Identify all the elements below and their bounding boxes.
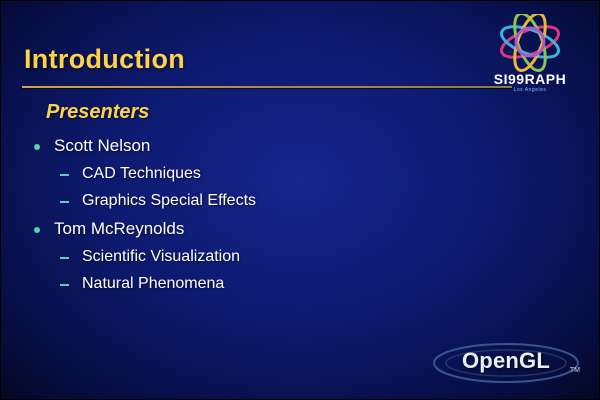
opengl-trademark: TM (569, 367, 580, 374)
bullet-list (30, 136, 550, 302)
bullet-dash-icon (60, 174, 69, 176)
list-item (30, 136, 550, 156)
slide-subtitle: Presenters (46, 101, 150, 123)
page-title: Introduction (24, 44, 186, 74)
bullet-group (30, 136, 550, 210)
list-item-label: Scott Nelson (54, 136, 151, 155)
title-divider (22, 86, 512, 88)
siggraph-wordmark: SI99RAPH (493, 71, 567, 87)
list-item (30, 219, 550, 239)
bullet-dash-icon (60, 284, 69, 286)
list-item (30, 165, 550, 183)
list-item (30, 275, 550, 293)
opengl-wordmark: OpenGL (462, 348, 550, 373)
list-item-label: Scientific Visualization (82, 248, 241, 265)
list-item-label: Tom McReynolds (54, 219, 185, 238)
bullet-dot-icon (34, 227, 40, 233)
list-item-label: Graphics Special Effects (82, 192, 257, 209)
bullet-dot-icon (34, 144, 40, 150)
list-item (30, 192, 550, 210)
list-item-label: Natural Phenomena (82, 275, 225, 292)
opengl-logo (430, 342, 582, 384)
list-item (30, 248, 550, 266)
bullet-dash-icon (60, 257, 69, 259)
bullet-group (30, 219, 550, 293)
list-item-label: CAD Techniques (82, 165, 201, 182)
siggraph-logo (474, 14, 586, 100)
siggraph-rings-icon (474, 14, 586, 74)
bullet-dash-icon (60, 201, 69, 203)
siggraph-location: Los Angeles (513, 87, 547, 93)
